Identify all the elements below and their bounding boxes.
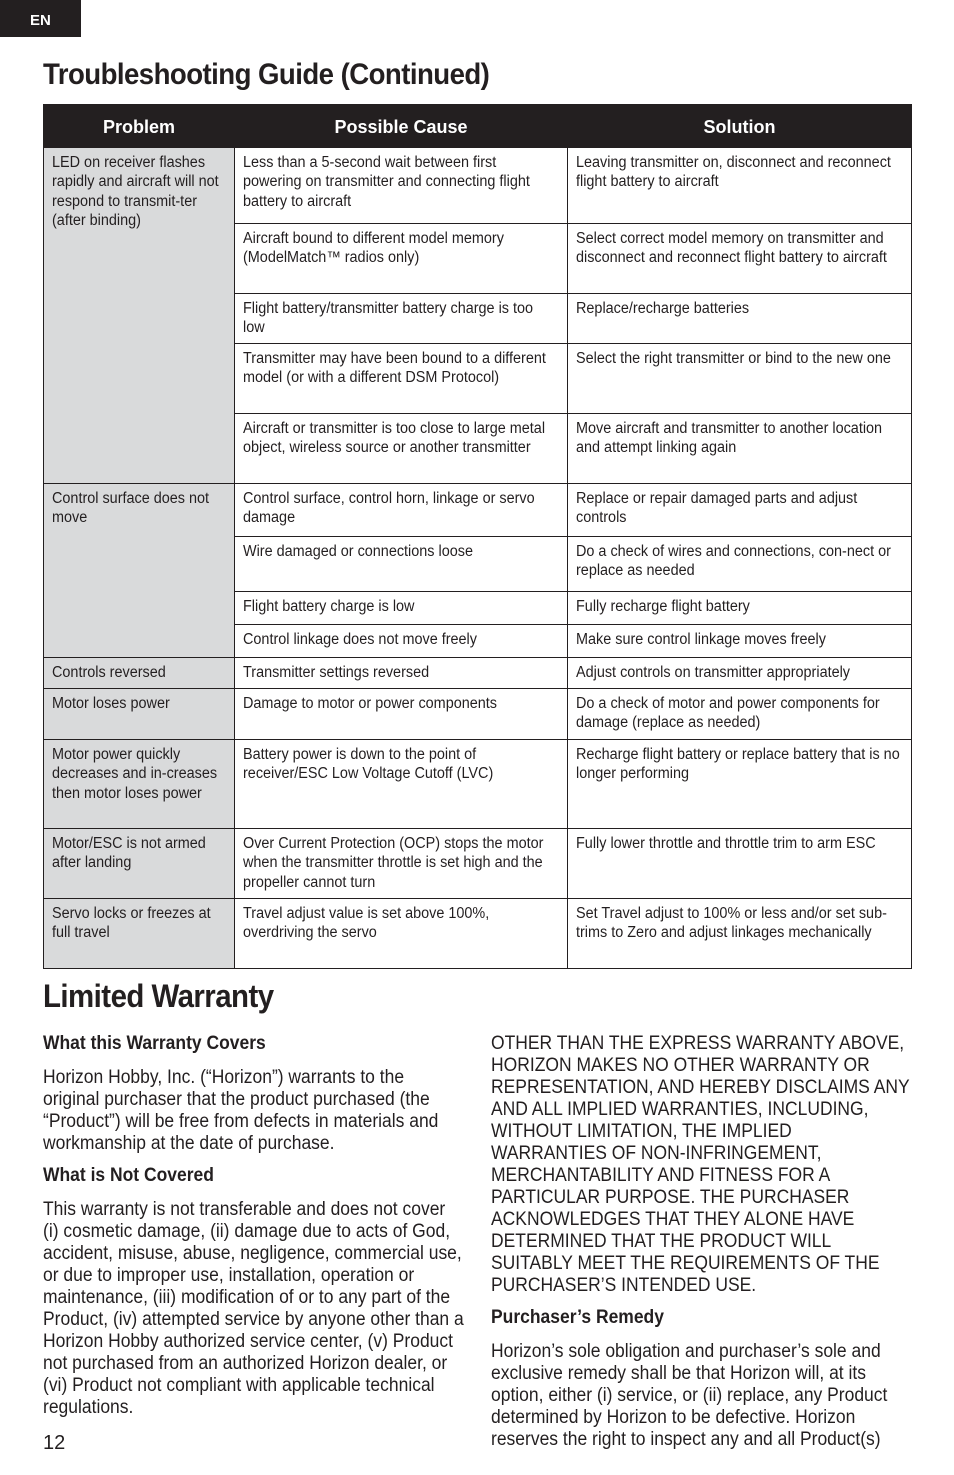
- table-row: [44, 899, 912, 969]
- cause-cell: Less than a 5-second wait between first powering on transmitter and connecting flight battery to aircraft: [235, 148, 568, 224]
- solution-cell: Select correct model memory on transmitter and disconnect and reconnect flight battery to aircraft: [568, 224, 912, 294]
- solution-cell: Move aircraft and transmitter to another location and attempt linking again: [568, 414, 912, 484]
- solution-cell: Do a check of wires and connections, con-nect or replace as needed: [568, 537, 912, 592]
- solution-cell: Leaving transmitter on, disconnect and reconnect flight battery to aircraft: [568, 148, 912, 224]
- cause-cell: Flight battery/transmitter battery charge is too low: [235, 294, 568, 344]
- cause-cell: Damage to motor or power components: [235, 689, 568, 740]
- cause-cell: Aircraft bound to different model memory (ModelMatch™ radios only): [235, 224, 568, 294]
- cause-cell: Wire damaged or connections loose: [235, 537, 568, 592]
- cause-cell: Aircraft or transmitter is too close to large metal object, wireless source or another transmitter: [235, 414, 568, 484]
- remedy-heading: Purchaser’s Remedy: [491, 1307, 664, 1328]
- solution-cell: Recharge flight battery or replace battery that is no longer performing: [568, 740, 912, 829]
- cause-cell: Travel adjust value is set above 100%, overdriving the servo: [235, 899, 568, 969]
- table-row: [44, 740, 912, 829]
- table-row: [44, 689, 912, 740]
- solution-cell: Replace/recharge batteries: [568, 294, 912, 344]
- problem-cell: Motor power quickly decreases and in-creases then motor loses power: [44, 740, 235, 829]
- cause-cell: Flight battery charge is low: [235, 592, 568, 625]
- problem-cell: Motor loses power: [44, 689, 235, 740]
- covers-heading: What this Warranty Covers: [43, 1033, 266, 1054]
- solution-cell: Set Travel adjust to 100% or less and/or set sub-trims to Zero and adjust linkages mechanically: [568, 899, 912, 969]
- warranty-title: Limited Warranty: [43, 978, 274, 1014]
- table-row: [44, 484, 912, 537]
- table-header-row: [44, 105, 912, 148]
- page-title: Troubleshooting Guide (Continued): [43, 58, 490, 91]
- solution-cell: Do a check of motor and power components for damage (replace as needed): [568, 689, 912, 740]
- solution-cell: Replace or repair damaged parts and adjust controls: [568, 484, 912, 537]
- cause-cell: Control surface, control horn, linkage or servo damage: [235, 484, 568, 537]
- problem-cell: LED on receiver flashes rapidly and aircraft will not respond to transmit-ter (after binding): [44, 148, 235, 484]
- disclaimer-text: OTHER THAN THE EXPRESS WARRANTY ABOVE, HORIZON MAKES NO OTHER WARRANTY OR REPRESENTATION, AND HEREBY DISCLAIMS ANY AND ALL IMPLIED WARRANTIES, INCLUDING, WITHOUT LIMITATION, THE IMPLIED WARRANTIES OF NON-INFRINGEMENT, MERCHANTABILITY AND FITNESS FOR A PARTICULAR PURPOSE. THE PURCHASER ACKNOWLEDGES THAT THEY ALONE HAVE DETERMINED THAT THE PRODUCT WILL SUITABLY MEET THE REQUIREMENTS OF THE PURCHASER’S INTENDED USE.: [491, 1033, 910, 1296]
- problem-cell: Controls reversed: [44, 658, 235, 689]
- not-covered-heading: What is Not Covered: [43, 1165, 214, 1186]
- page-number: 12: [43, 1432, 66, 1454]
- problem-cell: Motor/ESC is not armed after landing: [44, 829, 235, 899]
- cause-cell: Over Current Protection (OCP) stops the motor when the transmitter throttle is set high and the propeller cannot turn: [235, 829, 568, 899]
- header-possible-cause: Possible Cause: [235, 105, 568, 148]
- remedy-text: Horizon’s sole obligation and purchaser’s sole and exclusive remedy shall be that Horizon will, at its option, either (i) service, or (ii) replace, any Product determined by Horizon to be defective. Horizon reserves the right to inspect any and all Product(s): [491, 1341, 888, 1450]
- solution-cell: Fully recharge flight battery: [568, 592, 912, 625]
- table-row: [44, 148, 912, 224]
- header-solution: Solution: [568, 105, 912, 148]
- table-row: [44, 829, 912, 899]
- table-row: [44, 658, 912, 689]
- cause-cell: Battery power is down to the point of receiver/ESC Low Voltage Cutoff (LVC): [235, 740, 568, 829]
- not-covered-text: This warranty is not transferable and does not cover (i) cosmetic damage, (ii) damage due to acts of God, accident, misuse, abuse, negligence, commercial use, or due to improper use, installation, operation or maintenance, (iii) modification of or to any part of the Product, (iv) attempted service by anyone other than a Horizon Hobby authorized service center, (v) Product not purchased from an authorized Horizon dealer, or (vi) Product not compliant with applicable technical regulations.: [43, 1199, 464, 1418]
- solution-cell: Select the right transmitter or bind to the new one: [568, 344, 912, 414]
- warranty-left-column: [43, 1033, 465, 1429]
- cause-cell: Transmitter may have been bound to a different model (or with a different DSM Protocol): [235, 344, 568, 414]
- solution-cell: Adjust controls on transmitter appropriately: [568, 658, 912, 689]
- solution-cell: Fully lower throttle and throttle trim to arm ESC: [568, 829, 912, 899]
- warranty-right-column: [491, 1033, 911, 1461]
- covers-text: Horizon Hobby, Inc. (“Horizon”) warrants to the original purchaser that the product purchased (the “Product”) will be free from defects in materials and workmanship at the date of purchase.: [43, 1067, 439, 1154]
- problem-cell: Servo locks or freezes at full travel: [44, 899, 235, 969]
- troubleshooting-table: [43, 104, 912, 969]
- cause-cell: Control linkage does not move freely: [235, 625, 568, 658]
- language-tab: EN: [0, 0, 81, 37]
- solution-cell: Make sure control linkage moves freely: [568, 625, 912, 658]
- cause-cell: Transmitter settings reversed: [235, 658, 568, 689]
- header-problem: Problem: [44, 105, 235, 148]
- problem-cell: Control surface does not move: [44, 484, 235, 658]
